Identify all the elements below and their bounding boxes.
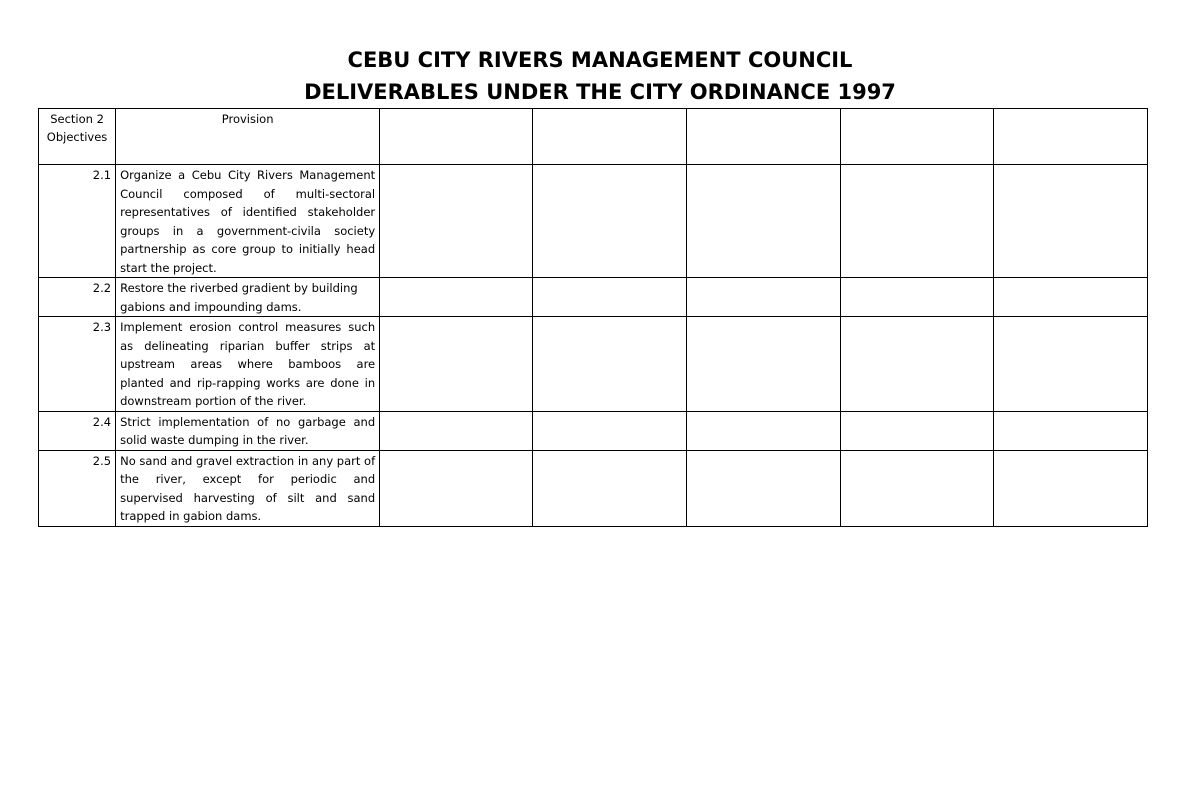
empty-cell	[993, 317, 1147, 412]
table-row	[39, 165, 1148, 278]
empty-cell	[380, 165, 533, 278]
header-empty-cell	[993, 109, 1147, 165]
empty-cell	[380, 411, 533, 450]
empty-cell	[993, 411, 1147, 450]
header-empty-cell	[380, 109, 533, 165]
objective-number: 2.3	[39, 317, 116, 412]
header-empty-cell	[840, 109, 993, 165]
empty-cell	[533, 317, 687, 412]
empty-cell	[840, 317, 993, 412]
document-title-line-2: DELIVERABLES UNDER THE CITY ORDINANCE 1997	[304, 80, 896, 104]
empty-cell	[840, 165, 993, 278]
empty-cell	[533, 278, 687, 317]
objective-number: 2.1	[39, 165, 116, 278]
objective-number: 2.2	[39, 278, 116, 317]
provision-text: Strict implementation of no garbage and solid waste dumping in the river.	[116, 411, 380, 450]
empty-cell	[687, 278, 840, 317]
empty-cell	[840, 450, 993, 526]
table-row	[39, 450, 1148, 526]
header-empty-cell	[687, 109, 840, 165]
objective-number: 2.5	[39, 450, 116, 526]
empty-cell	[687, 165, 840, 278]
empty-cell	[993, 278, 1147, 317]
empty-cell	[380, 278, 533, 317]
empty-cell	[380, 317, 533, 412]
empty-cell	[687, 411, 840, 450]
empty-cell	[533, 165, 687, 278]
empty-cell	[533, 450, 687, 526]
empty-cell	[533, 411, 687, 450]
table-row	[39, 411, 1148, 450]
empty-cell	[687, 450, 840, 526]
table-row	[39, 317, 1148, 412]
table-header-row	[39, 109, 1148, 165]
header-objectives: Section 2 Objectives	[39, 109, 116, 165]
empty-cell	[687, 317, 840, 412]
empty-cell	[993, 450, 1147, 526]
table-row	[39, 278, 1148, 317]
empty-cell	[993, 165, 1147, 278]
deliverables-table	[38, 108, 1148, 527]
header-provision: Provision	[116, 109, 380, 165]
empty-cell	[840, 411, 993, 450]
empty-cell	[380, 450, 533, 526]
document-title-line-1: CEBU CITY RIVERS MANAGEMENT COUNCIL	[347, 48, 853, 72]
provision-text: Restore the riverbed gradient by building gabions and impounding dams.	[116, 278, 380, 317]
header-empty-cell	[533, 109, 687, 165]
provision-text: No sand and gravel extraction in any part of the river, except for periodic and supervised harvesting of silt and sand trapped in gabion dams.	[116, 450, 380, 526]
provision-text: Implement erosion control measures such as delineating riparian buffer strips at upstream areas where bamboos are planted and rip-rapping works are done in downstream portion of the river.	[116, 317, 380, 412]
provision-text: Organize a Cebu City Rivers Management Council composed of multi-sectoral representatives of identified stakeholder groups in a government-civila society partnership as core group to initially head start the project.	[116, 165, 380, 278]
empty-cell	[840, 278, 993, 317]
objective-number: 2.4	[39, 411, 116, 450]
